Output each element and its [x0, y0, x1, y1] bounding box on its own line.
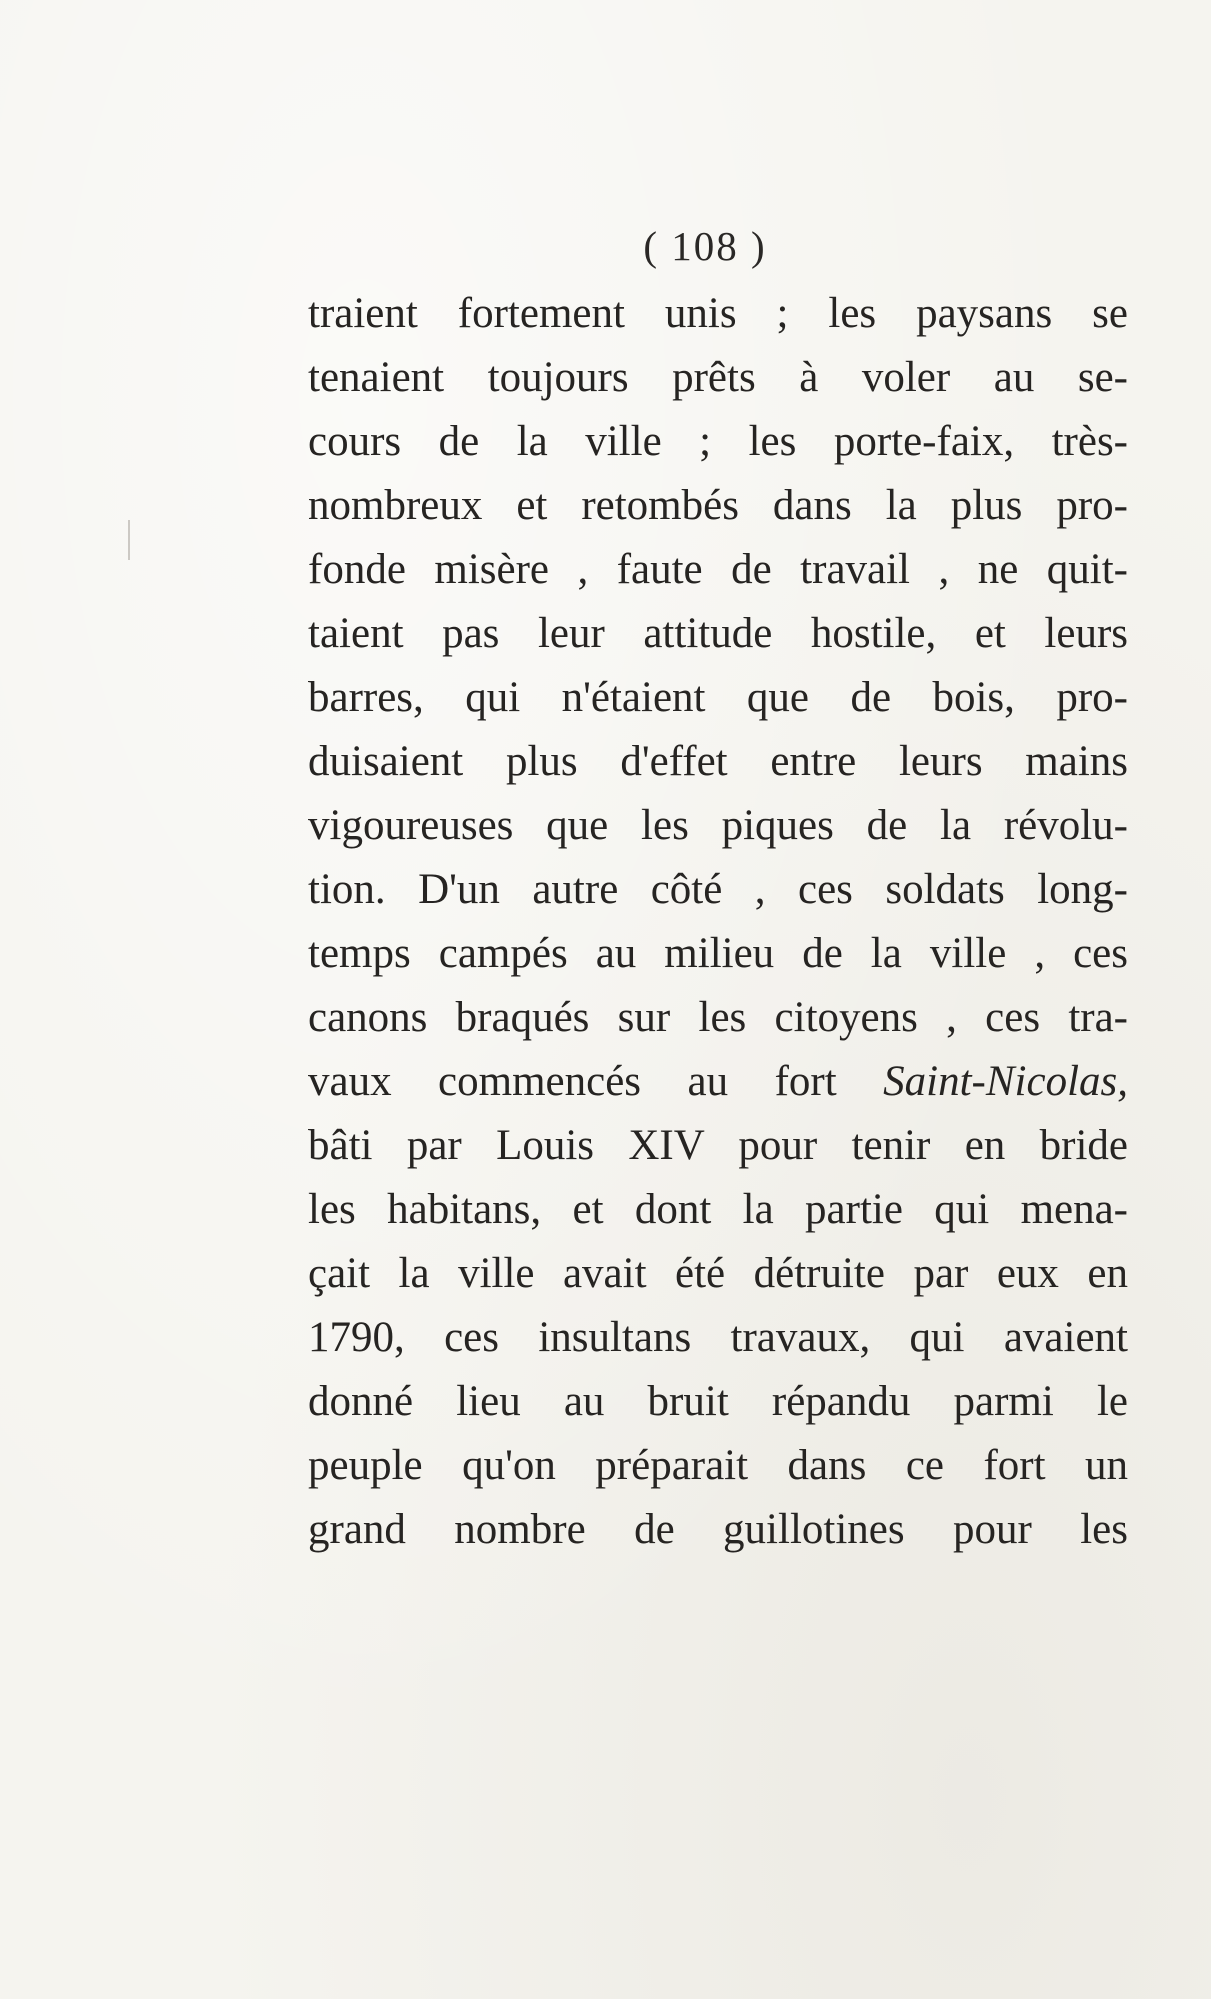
text-line: temps campés au milieu de la ville , ces — [308, 930, 1128, 977]
text-line: canons braqués sur les citoyens , ces tra- — [308, 994, 1128, 1041]
text-line: duisaient plus d'effet entre leurs mains — [308, 738, 1128, 785]
text-line: traient fortement unis ; les paysans se — [308, 290, 1128, 337]
page-edge-mark — [128, 520, 130, 560]
text-line: nombreux et retombés dans la plus pro- — [308, 482, 1128, 529]
text-line: les habitans, et dont la partie qui mena- — [308, 1186, 1128, 1233]
page-number: ( 108 ) — [643, 223, 767, 269]
text-line: donné lieu au bruit répandu parmi le — [308, 1378, 1128, 1425]
text-line: fonde misère , faute de travail , ne quit- — [308, 546, 1128, 593]
text-line: bâti par Louis XIV pour tenir en bride — [308, 1122, 1128, 1169]
text-line: cours de la ville ; les porte-faix, très- — [308, 418, 1128, 465]
text-line — [308, 1050, 1128, 1114]
text-line: taient pas leur attitude hostile, et leurs — [308, 610, 1128, 657]
text-line: barres, qui n'étaient que de bois, pro- — [308, 674, 1128, 721]
body-text — [308, 282, 1128, 1562]
italic-place-name: Saint-Nicolas, — [883, 1058, 1128, 1105]
text-line: 1790, ces insultans travaux, qui avaient — [308, 1314, 1128, 1361]
text-line: peuple qu'on préparait dans ce fort un — [308, 1442, 1128, 1489]
text-line: çait la ville avait été détruite par eux en — [308, 1250, 1128, 1297]
text-line: tenaient toujours prêts à voler au se- — [308, 354, 1128, 401]
text-line: grand nombre de guillotines pour les — [308, 1506, 1128, 1553]
text-line: tion. D'un autre côté , ces soldats long- — [308, 866, 1128, 913]
text-run: vaux commencés au fort — [308, 1058, 884, 1105]
text-line: vigoureuses que les piques de la révolu- — [308, 802, 1128, 849]
